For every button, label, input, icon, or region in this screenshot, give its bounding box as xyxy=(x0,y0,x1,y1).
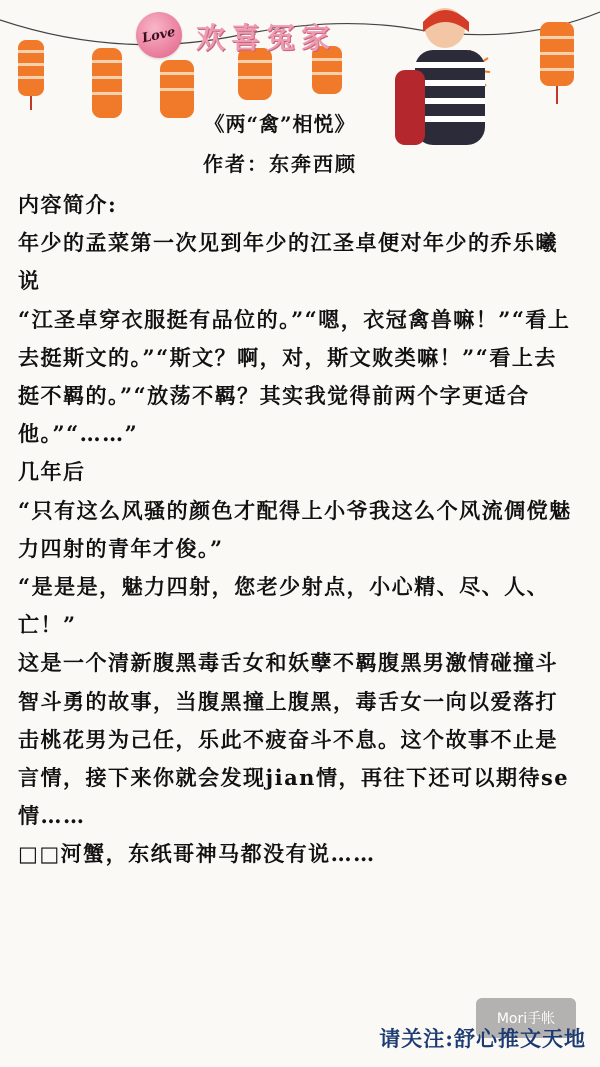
synopsis-heading: 内容简介: xyxy=(18,192,118,217)
synopsis-paragraph: 年少的孟菜第一次见到年少的江圣卓便对年少的乔乐曦说 xyxy=(18,230,558,294)
synopsis-paragraph: “只有这么风骚的颜色才配得上小爷我这么个风流倜傥魅力四射的青年才俊。” xyxy=(18,497,572,561)
header-title: 欢喜冤家 xyxy=(196,21,337,55)
synopsis-paragraph: □□河蟹，东纸哥神马都没有说…… xyxy=(18,841,376,867)
love-badge xyxy=(136,12,182,58)
synopsis-content xyxy=(18,186,578,874)
book-title: 《两“禽”相悦》 xyxy=(204,112,356,136)
synopsis-paragraph: 几年后 xyxy=(18,459,86,485)
synopsis-paragraph: “江圣卓穿衣服挺有品位的。”“嗯，衣冠禽兽嘛！”“看上去挺斯文的。”“斯文？啊，对，斯文败类嘛！”“看上去挺不羁的。”“放荡不羁？其实我觉得前两个字更适合他。”“……” xyxy=(18,306,571,447)
synopsis-paragraph: “是是是，魅力四射，您老少射点，小心精、尽、人、亡！” xyxy=(18,574,550,638)
synopsis-paragraph: 这是一个清新腹黑毒舌女和妖孽不羁腹黑男激情碰撞斗智斗勇的故事，当腹黑撞上腹黑，毒舌女一向以爱落打击桃花男为己任，乐此不疲奋斗不息。这个故事不止是言情，接下来你就会发现jian情，再往下还可以期待se情…… xyxy=(18,650,570,829)
watermark: Mori手帐 xyxy=(476,998,576,1038)
footer-note: 请关注:舒心推文天地 xyxy=(379,1026,586,1051)
lantern-icon xyxy=(540,22,574,104)
love-badge-text: Love xyxy=(140,24,178,46)
book-author: 作者：东奔西顾 xyxy=(203,152,357,176)
lantern-icon xyxy=(18,40,44,110)
